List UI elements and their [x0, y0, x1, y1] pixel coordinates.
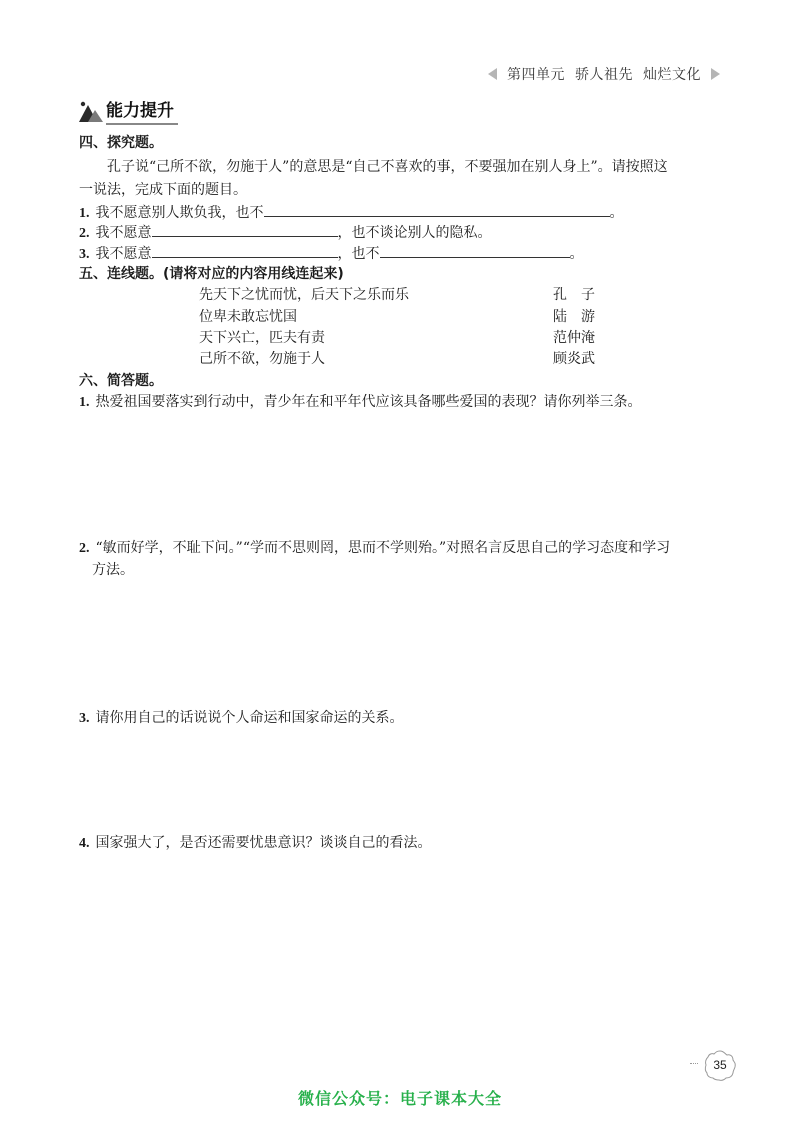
answer-area[interactable] — [79, 732, 719, 827]
question-number: 2. — [79, 226, 90, 241]
answer-area[interactable] — [79, 584, 719, 699]
section-4-intro-line2: 一说法，完成下面的题目。 — [79, 182, 247, 198]
answer-blank[interactable] — [264, 201, 610, 217]
section-6-question-4 — [79, 833, 432, 854]
question-number: 4. — [79, 836, 90, 851]
section-4-question-3 — [79, 242, 584, 265]
section-4-question-2 — [79, 221, 492, 244]
matching-left-item[interactable]: 己所不欲，勿施于人 — [199, 351, 325, 367]
question-text: 热爱祖国要落实到行动中，青少年在和平年代应该具备哪些爱国的表现？请你列举三条。 — [95, 394, 642, 410]
question-text-mid: ，也不 — [337, 246, 380, 262]
answer-area[interactable] — [79, 858, 719, 1038]
matching-right-item[interactable]: 顾炎武 — [553, 351, 595, 367]
question-number: 3. — [79, 247, 90, 262]
banner-title: 能力提升 — [106, 96, 178, 125]
question-text: 请你用自己的话说说个人命运和国家命运的关系。 — [95, 710, 404, 726]
question-text: 我不愿意别人欺负我，也不 — [95, 205, 264, 221]
matching-left-item[interactable]: 先天下之忧而忧，后天下之乐而乐 — [199, 287, 409, 303]
matching-right-item[interactable]: 孔 子 — [553, 287, 595, 303]
section-6-question-3 — [79, 708, 404, 729]
matching-left-item[interactable]: 天下兴亡，匹夫有责 — [199, 330, 325, 346]
question-number: 1. — [79, 206, 90, 221]
question-number: 3. — [79, 711, 90, 726]
header-theme-1: 骄人祖先 — [575, 67, 633, 83]
section-6-title: 六、简答题。 — [79, 373, 163, 389]
answer-area[interactable] — [79, 414, 719, 524]
dots-decoration — [690, 1063, 698, 1067]
matching-right-item[interactable]: 范仲淹 — [553, 330, 595, 346]
section-4-intro-line1: 孔子说“己所不欲，勿施于人”的意思是“自己不喜欢的事，不要强加在别人身上”。请按照这 — [107, 159, 668, 175]
triangle-right-icon — [711, 68, 720, 80]
question-number: 1. — [79, 395, 90, 410]
question-text-end: 。 — [569, 246, 584, 262]
answer-blank[interactable] — [152, 221, 338, 237]
running-header — [488, 64, 720, 84]
header-theme-2: 灿烂文化 — [643, 67, 701, 83]
page-number-badge — [703, 1048, 737, 1082]
section-5-title: 五、连线题。(请将对应的内容用线连起来) — [79, 266, 344, 282]
answer-blank[interactable] — [152, 242, 338, 258]
question-text-end: 。 — [609, 205, 624, 221]
triangle-left-icon — [488, 68, 497, 80]
section-6-question-1 — [79, 392, 642, 413]
page-number: 35 — [713, 1058, 727, 1072]
question-text-end: ，也不谈论别人的隐私。 — [337, 225, 492, 241]
question-text: 国家强大了，是否还需要忧患意识？谈谈自己的看法。 — [95, 835, 432, 851]
matching-right-item[interactable]: 陆 游 — [553, 309, 595, 325]
question-text: 我不愿意 — [95, 225, 152, 241]
mountain-icon — [78, 99, 104, 123]
question-text: 我不愿意 — [95, 246, 152, 262]
header-unit: 第四单元 — [507, 67, 565, 83]
question-number: 2. — [79, 541, 90, 556]
section-6-question-2-line2: 方法。 — [92, 562, 134, 578]
section-4-title: 四、探究题。 — [79, 135, 163, 151]
answer-blank[interactable] — [380, 242, 570, 258]
question-text: “敏而好学，不耻下问。”“学而不思则罔，思而不学则殆。”对照名言反思自己的学习态度和学习 — [95, 540, 671, 556]
footer-watermark: 微信公众号：电子课本大全 — [297, 1089, 502, 1108]
section-banner — [78, 96, 178, 125]
section-6-question-2 — [79, 538, 670, 559]
matching-left-item[interactable]: 位卑未敢忘忧国 — [199, 309, 297, 325]
